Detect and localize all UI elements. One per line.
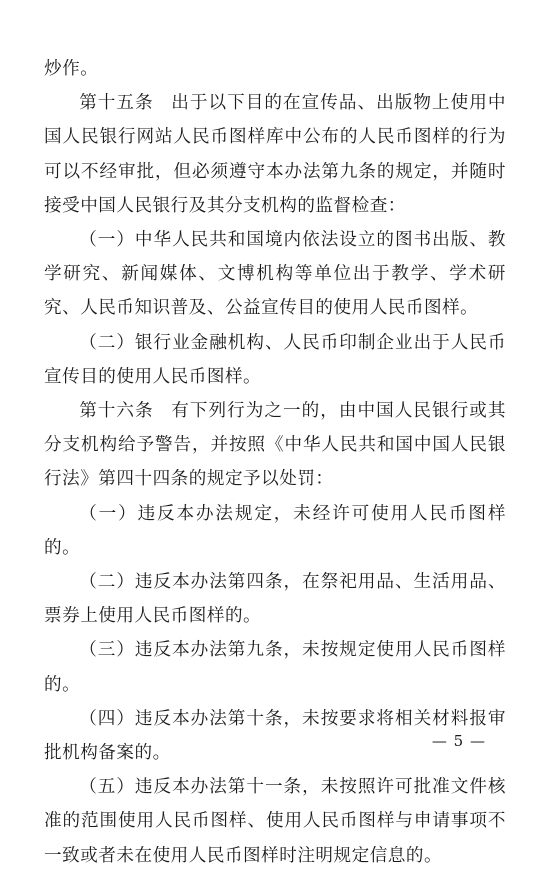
paragraph-text: （一）中华人民共和国境内依法设立的图书出版、教学研究、新闻媒体、文博机构等单位出于教学、学术研究、人民币知识普及、公益宣传目的使用人民币图样。	[44, 230, 506, 319]
article-16-item-1	[44, 497, 506, 565]
paragraph-text: （一）违反本办法规定，未经许可使用人民币图样的。	[44, 503, 506, 558]
article-15	[44, 86, 506, 223]
article-16-item-2	[44, 565, 506, 633]
article-number: 第十六条	[79, 401, 154, 422]
paragraph-text: 出于以下目的在宣传品、出版物上使用中国人民银行网站人民币图样库中公布的人民币图样的行为可以不经审批，但必须遵守本办法第九条的规定，并随时接受中国人民银行及其分支机构的监督检查：	[44, 93, 506, 216]
paragraph-text: （四）违反本办法第十条，未按要求将相关材料报审批机构备案的。	[44, 708, 506, 764]
paragraph-continuation	[44, 52, 506, 86]
article-15-item-1	[44, 223, 506, 326]
article-16-item-5	[44, 770, 506, 873]
paragraph-text: （二）银行业金融机构、人民币印制企业出于人民币宣传目的使用人民币图样。	[44, 332, 506, 387]
article-16	[44, 394, 506, 497]
paragraph-text: （五）违反本办法第十一条，未按照许可批准文件核准的范围使用人民币图样、使用人民币图样与申请事项不一致或者未在使用人民币图样时注明规定信息的。	[44, 777, 506, 866]
article-16-item-3	[44, 633, 506, 701]
paragraph-text: （二）违反本办法第四条，在祭祀用品、生活用品、票券上使用人民币图样的。	[44, 572, 506, 627]
paragraph-text: 有下列行为之一的，由中国人民银行或其分支机构给予警告，并按照《中华人民共和国中国人民银行法》第四十四条的规定予以处罚：	[44, 401, 506, 490]
page-number: — 5 —	[431, 732, 486, 750]
article-number: 第十五条	[79, 93, 154, 114]
paragraph-text: （三）违反本办法第九条，未按规定使用人民币图样的。	[44, 640, 506, 695]
article-15-item-2	[44, 326, 506, 394]
paragraph-text: 炒作。	[44, 59, 99, 79]
